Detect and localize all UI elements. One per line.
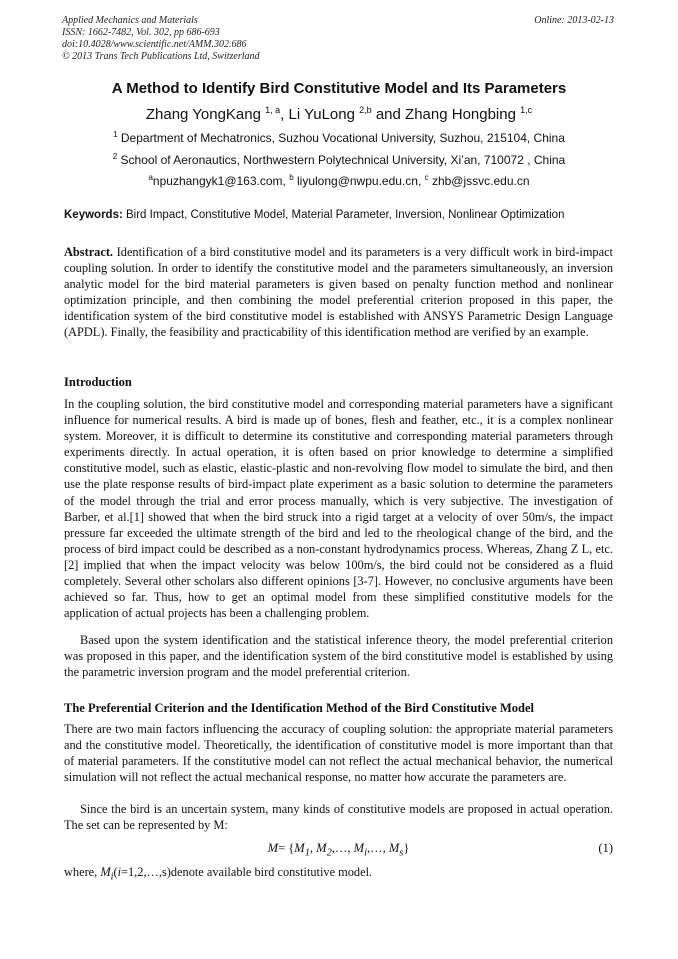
email-link[interactable]: liyulong@nwpu.edu.cn — [297, 174, 418, 188]
intro-paragraph-1: In the coupling solution, the bird constitutive model and corresponding material parameters have a significant influence for numerical results. A bird is made up of bones, flesh and feather, etc., it is a complex nonlinear system. Moreover, it is difficult to determine its constitutive and corresponding material parameters through experiments directly. In actual operation, it is often based on prior knowledge to determine a simplified constitutive model, such as elastic, elastic-plastic and non-revolving flow model to simulate the bird, and then use the plate response results of bird-impact plate experiment as a basic solution to determine the parameters of the model through the trial and error process manually, which is very subjective. The investigation of Barber, et al.[1] showed that when the bird struck into a rigid target at a velocity of over 50m/s, the impact pressure far exceeded the ultimate strength of the bird and led to the rheological change of the bird, and the process of bird impact could be described as a non-constant hydrodynamics process. Whereas, Zhang Z L, etc. [2] implied that when the impact velocity was below 100m/s, the bird could not be considered as a fluid completely. Several other scholars also different opinions [3-7]. However, no conclusive arguments have been achieved so far. Thus, how to get an optimal model from these simplified constitutive models for the application of actual projects has been a challenging problem. — [64, 397, 613, 621]
author-separator: and — [371, 106, 406, 123]
equation-term: M — [388, 841, 400, 855]
email-list — [0, 173, 678, 189]
abstract — [64, 244, 613, 341]
where-clause — [64, 864, 372, 885]
where-suffix: denote available bird constitutive model. — [170, 865, 373, 879]
affiliation-superscript: 1 — [113, 130, 118, 139]
equation-ellipsis: … — [334, 841, 348, 855]
issn-line: ISSN: 1662-7482, Vol. 302, pp 686-693 — [62, 27, 220, 38]
paper-title: A Method to Identify Bird Constitutive Model and Its Parameters — [111, 80, 567, 97]
preferential-paragraph-2: Since the bird is an uncertain system, many kinds of constitutive models are proposed in actual operation. The set can be represented by M: — [64, 802, 613, 833]
equation-number: (1) — [598, 841, 613, 855]
author-superscript: 1, a — [265, 105, 281, 115]
email-link[interactable]: npuzhangyk1@163.com — [152, 174, 283, 188]
affiliation-1 — [0, 130, 678, 146]
author-name: Li YuLong — [288, 106, 355, 123]
abstract-label: Abstract. — [64, 245, 114, 259]
abstract-text: Identification of a bird constitutive model and its parameters is a very difficult work in bird-impact coupling solution. In order to identify the constitutive model and the parameters simultaneously, an inversion analytic model for the bird material parameters is given based on penalty function method and nonlinear optimization principle, and then combining the model preferential criterion proposed in this paper, the identification system of the bird constitutive model is established with ANSYS Parametric Design Language (APDL). Finally, the feasibility and practicability of this identification method are verified by an example. — [64, 245, 613, 340]
email-separator: , — [282, 174, 290, 188]
journal-name: Applied Mechanics and Materials — [62, 15, 198, 26]
section-heading-preferential: The Preferential Criterion and the Identification Method of the Bird Constitutive Model — [64, 701, 534, 715]
affiliation-text: School of Aeronautics, Northwestern Polytechnical University, Xi’an, 710072 , China — [120, 153, 566, 167]
author-name: Zhang YongKang — [145, 106, 261, 123]
journal-header — [62, 15, 260, 63]
preferential-paragraph-1: There are two main factors influencing the accuracy of coupling solution: the appropriate material parameters and the constitutive model. Theoretically, the identification of constitutive model is more important than that of material parameters. If the constitutive model can not reflect the actual mechanical behavior, the numerical simulation will not reflect the actual mechanical response, no matter how accurate the parameters are. — [64, 722, 613, 785]
equation-term: M — [316, 841, 327, 855]
author-name: Zhang Hongbing — [405, 106, 516, 123]
affiliation-2 — [0, 152, 678, 168]
where-prefix: where, — [64, 865, 101, 879]
where-paren: ( — [113, 865, 118, 879]
equation-ellipsis: … — [370, 841, 383, 855]
author-superscript: 2,b — [359, 105, 372, 115]
where-index: i — [117, 865, 122, 879]
email-superscript: c — [424, 173, 429, 182]
doi-line: doi:10.4028/www.scientific.net/AMM.302.686 — [62, 39, 247, 50]
where-range: =1,2,…,s) — [121, 865, 171, 879]
equation-lhs: M — [267, 841, 279, 855]
equation-subscript: s — [399, 847, 404, 859]
affiliation-text: Department of Mechatronics, Suzhou Vocational University, Suzhou, 215104, China — [120, 131, 565, 145]
equation-close: } — [403, 841, 410, 855]
email-link[interactable]: zhb@jssvc.edu.cn — [431, 174, 530, 188]
section-heading-introduction: Introduction — [64, 375, 132, 389]
keywords — [64, 208, 616, 223]
equation-subscript: 2 — [326, 847, 332, 859]
equation-term: M — [294, 841, 305, 855]
email-superscript: a — [148, 173, 153, 182]
where-symbol: M — [100, 865, 111, 879]
affiliation-superscript: 2 — [112, 152, 118, 161]
author-list — [0, 104, 678, 126]
equation-1 — [64, 839, 613, 857]
equation-body: $M= \{M_1$, $M_2,\dots$, $M_i,\dots$, $M_s$} — [267, 841, 410, 859]
keywords-label: Keywords: — [64, 209, 123, 221]
where-subscript: i — [110, 871, 114, 883]
equation-term: M — [353, 841, 365, 855]
copyright-line: © 2013 Trans Tech Publications Ltd, Switzerland — [62, 51, 260, 62]
online-date: Online: 2013-02-13 — [534, 15, 614, 26]
email-separator: , — [417, 174, 425, 188]
equation-subscript: i — [364, 847, 367, 859]
intro-paragraph-2: Based upon the system identification and the statistical inference theory, the model preferential criterion was proposed in this paper, and the identification system of the bird constitutive model is established by using the parametric inversion program and the model preferential criterion. — [64, 633, 613, 680]
equation-equals: = { — [278, 841, 295, 855]
email-superscript: b — [289, 173, 294, 182]
author-superscript: 1,c — [520, 105, 533, 115]
equation-subscript: 1 — [304, 847, 310, 859]
author-separator: , — [280, 106, 289, 123]
keywords-text: Bird Impact, Constitutive Model, Material Parameter, Inversion, Nonlinear Optimization — [126, 209, 565, 221]
